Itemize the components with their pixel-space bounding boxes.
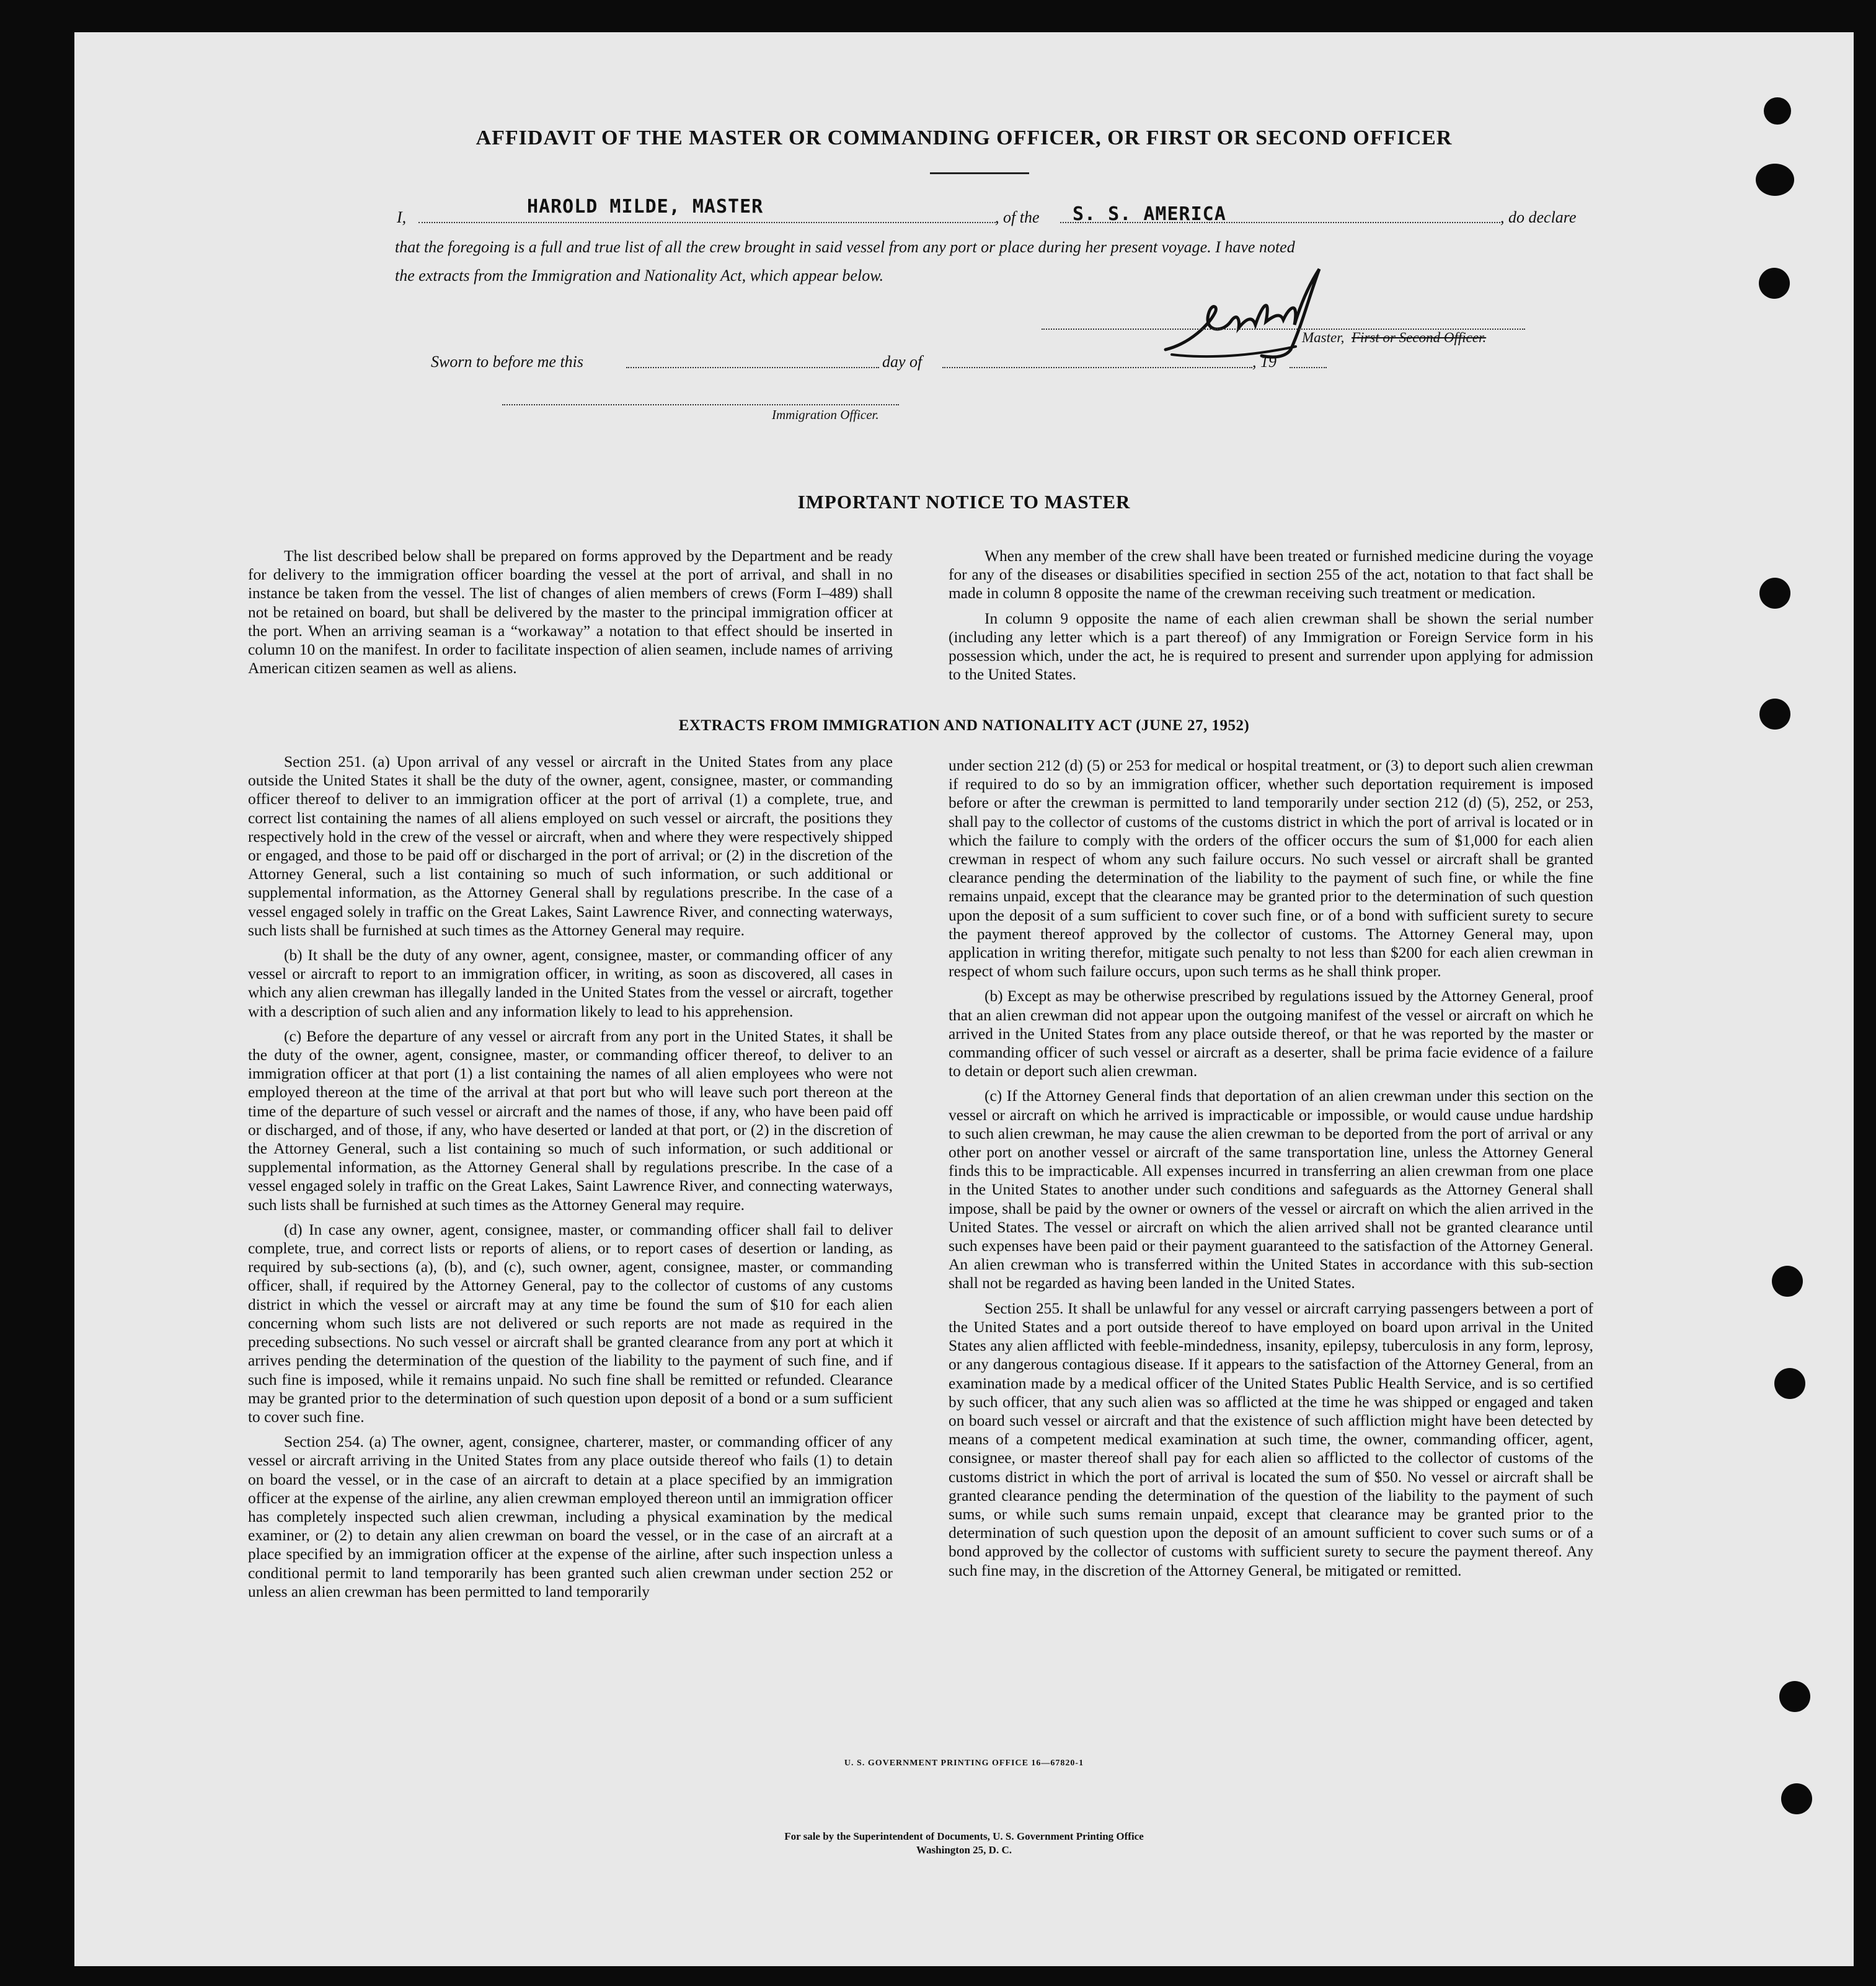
extracts-right-column bbox=[949, 756, 1593, 1586]
sworn-day-line bbox=[626, 367, 879, 368]
notice-title: IMPORTANT NOTICE TO MASTER bbox=[797, 491, 1131, 513]
sworn-label: Sworn to before me this bbox=[431, 353, 584, 371]
punch-hole bbox=[1759, 699, 1790, 730]
section-251-a: Section 251. (a) Upon arrival of any vessel or aircraft in the United States from any place outside the United States it shall be the duty of the owner, agent, consignee, master, or commanding officer thereof to deliver to an immigration officer at the port of arrival (1) a complete, true, and correct list containing the names of all aliens employed on such vessel or aircraft, the positions they respectively hold in the crew of the vessel or aircraft, when and where they were respectively shipped or engaged, and those to be paid off or discharged in the port of arrival; or (2) in the discretion of the Attorney General, such a list containing so much of such information, or such additional or supplemental information, as the Attorney General shall by regulations prescribe. In the case of a vessel engaged solely in traffic on the Great Lakes, Saint Lawrence River, and connecting waterways, such lists shall be furnished at such times as the Attorney General may require. bbox=[248, 753, 893, 939]
of-the-label: , of the bbox=[995, 208, 1040, 226]
year-line bbox=[1290, 367, 1327, 368]
section-251-d: (d) In case any owner, agent, consignee, master, or commanding officer shall fail to deliver complete, true, and correct lists or reports of aliens, or to report cases of desertion or landing, as required by sub-sections (a), (b), and (c), such owner, agent, consignee, master, or commanding officer, shall, if required by the Attorney General, pay to the collector of customs of any customs district in which the vessel or aircraft may at any time be found the sum of $10 for each alien concerning whom such lists are not delivered or such reports are not made as required in the preceding subsections. No such vessel or aircraft shall be granted clearance from any port at which it arrives pending the determination of the question of the liability to the payment of such fine, and if such fine is imposed, while it remains unpaid. No such fine shall be remitted or refunded. Clearance may be granted prior to the determination of such question upon deposit of a bond or a sum sufficient to cover such fine. bbox=[248, 1220, 893, 1426]
punch-hole bbox=[1756, 164, 1794, 196]
i-label: I, bbox=[397, 208, 407, 226]
punch-hole bbox=[1764, 97, 1791, 125]
notice-left-column bbox=[248, 547, 893, 684]
notice-right-paragraph-2: In column 9 opposite the name of each alien crewman shall be shown the serial number (including any letter which is a part thereof) of any Immigration or Foreign Service form in his possession which, under the act, he is required to present and surrender upon applying for admission to the United States. bbox=[949, 609, 1593, 684]
vessel-name-field: S. S. AMERICA bbox=[1073, 203, 1226, 225]
punch-hole bbox=[1759, 268, 1790, 299]
section-251-c: (c) Before the departure of any vessel or aircraft from any port in the United States, it shall be the duty of the owner, agent, consignee, master, or commanding officer thereof, to deliver to an immigration officer at that port (1) a list containing the names of all alien employees who were not employed thereon at the time of the arrival at that port but who will leave such port thereon at the time of the departure of such vessel or aircraft and the names of those, if any, who have been paid off or discharged, and of those, if any, who have deserted or landed at that port, or (2) in the discretion of the Attorney General, such a list containing so much of such information, or such additional or supplemental information, as the Attorney General shall by regulations prescribe. In the case of a vessel engaged solely in traffic on the Great Lakes, Saint Lawrence River, and connecting waterways, such lists shall be furnished at such times as the Attorney General may require. bbox=[248, 1027, 893, 1214]
document-page bbox=[74, 32, 1854, 1966]
sworn-month-line bbox=[942, 367, 1252, 368]
extracts-left-column bbox=[248, 752, 893, 1607]
title-underline bbox=[930, 172, 1029, 174]
section-254-b: (b) Except as may be otherwise prescribed by regulations issued by the Attorney General, proof that an alien crewman did not appear upon the outgoing manifest of the vessel or aircraft on which he arrived in the United States from any place outside thereof, or that he was reported by the master or commanding officer of such vessel or aircraft as a deserter, shall be prima facie evidence of a failure to detain or deport such alien crewman. bbox=[949, 987, 1593, 1080]
declaration-line-1: that the foregoing is a full and true list of all the crew brought in said vessel from any port or place during her present voyage. I have noted bbox=[395, 238, 1295, 256]
section-254-c: (c) If the Attorney General finds that deportation of an alien crewman under this section on the vessel or aircraft on which he arrived is impracticable or impossible, or would cause undue hardship to such alien crewman, he may cause the alien crewman to be deported from the port of arrival or any other port on another vessel or aircraft of the same transportation line, unless the Attorney General finds this to be impracticable. All expenses incurred in transferring an alien crewman from one place in the United States to another under such conditions and safeguards as the Attorney General shall impose, shall be paid by the owner or owners of the vessel or aircraft on which the alien arrived in the United States. The vessel or aircraft on which the alien arrived shall not be granted clearance until such expenses have been paid or their payment guaranteed to the satisfaction of the Attorney General. An alien crewman who is transferred within the United States in accordance with this sub-section shall not be regarded as having been landed in the United States. bbox=[949, 1087, 1593, 1292]
declaration-line-2: the extracts from the Immigration and Nationality Act, which appear below. bbox=[395, 267, 884, 285]
section-255: Section 255. It shall be unlawful for any vessel or aircraft carrying passengers between a port of the United States and a port outside thereof to have employed on board upon arrival in the United States any alien afflicted with feeble-mindedness, insanity, epilepsy, tuberculosis in any form, leprosy, or any dangerous contagious disease. If it appears to the satisfaction of the Attorney General, from an examination made by a medical officer of the United States Public Health Service, and is so certified by such officer, that any such alien was so afflicted at the time he was shipped or engaged and taken on board such vessel or aircraft and that the existence of such affliction might have been detected by means of a competent medical examination at such time, the owner, commanding officer, agent, consignee, or master thereof shall pay for each alien so afflicted to the collector of customs of the customs district in which the port of arrival is located the sum of $50. No vessel or aircraft shall be granted clearance pending the determination of the question of the liability to the payment of such sums, or while such sums remain unpaid, except that clearance may be granted prior to the determination of such question upon the deposit of an amount sufficient to cover such sums or of a bond approved by the collector of customs with sufficient surety to secure the payment thereof. Any such fine may, in the discretion of the Attorney General, be mitigated or remitted. bbox=[949, 1299, 1593, 1579]
notice-right-paragraph-1: When any member of the crew shall have been treated or furnished medicine during the voyage for any of the diseases or disabilities specified in section 255 of the act, notation to that fact shall be made in column 8 opposite the name of the crewman receiving such treatment or medication. bbox=[949, 547, 1593, 602]
notice-left-paragraph: The list described below shall be prepared on forms approved by the Department and be ready for delivery to the immigration officer boarding the vessel at the port of arrival, and shall in no instance be taken from the vessel. The list of changes of alien members of crews (Form I–489) shall not be retained on board, but shall be delivered by the master to the principal immigration officer at the port. When an arriving seaman is a “workaway” a notation to that effect should be inserted in column 10 on the manifest. In order to facilitate inspection of alien seamen, include names of arriving American citizen seamen as well as aliens. bbox=[248, 547, 893, 677]
punch-hole bbox=[1759, 578, 1790, 609]
day-of-label: day of bbox=[882, 353, 923, 371]
section-251-b: (b) It shall be the duty of any owner, agent, consignee, master, or commanding officer of any vessel or aircraft to report to an immigration officer, in writing, as soon as discovered, all cases in which any alien crewman has illegally landed in the United States from the vessel or aircraft, together with a description of such alien and any information likely to lead to his apprehension. bbox=[248, 947, 893, 1020]
section-254-a: Section 254. (a) The owner, agent, consignee, charterer, master, or commanding officer of any vessel or aircraft arriving in the United States from any place outside thereof who fails (1) to detain on board the vessel, or in the case of an aircraft to detain at a place specified by an immigration officer at the expense of the airline, any alien crewman employed thereon until an immigration officer has completely inspected such alien crewman, including a physical examination by the medical examiner, or (2) to detain any alien crewman on board the vessel, or in the case of an aircraft at a place specified by an immigration officer at the expense of the airline, after such inspection unless a conditional permit to land temporarily has been granted such alien crewman under section 252 or unless an alien crewman has been permitted to land temporarily bbox=[248, 1433, 893, 1600]
affidavit-title: AFFIDAVIT OF THE MASTER OR COMMANDING OFFICER, OR FIRST OR SECOND OFFICER bbox=[476, 126, 1453, 149]
footer-line-2: Washington 25, D. C. bbox=[916, 1844, 1012, 1856]
punch-hole bbox=[1779, 1681, 1810, 1712]
printing-office-line: U. S. GOVERNMENT PRINTING OFFICE 16—67820-1 bbox=[844, 1759, 1084, 1768]
immigration-officer-label: Immigration Officer. bbox=[772, 407, 879, 422]
punch-hole bbox=[1781, 1783, 1812, 1814]
punch-hole bbox=[1772, 1266, 1803, 1297]
immigration-officer-line bbox=[502, 404, 899, 405]
name-line bbox=[418, 222, 998, 223]
punch-hole bbox=[1774, 1368, 1805, 1399]
footer-sale-line bbox=[74, 1830, 1854, 1857]
section-254-a-continued: under section 212 (d) (5) or 253 for medical or hospital treatment, or (3) to deport such alien crewman if required to do so by an immigration officer, whether such deportation requirement is imposed before or after the crewman is permitted to land temporarily under section 212 (d) (5), 252, or 253, shall pay to the collector of customs of the customs district in which the port of arrival is located or in which the failure to comply with the orders of the officer occurs the sum of $1,000 for each alien crewman in respect of whom any such failure occurs. No such vessel or aircraft shall be granted clearance pending the determination of the liability to the payment of such fine, or while the fine remains unpaid, except that the clearance may be granted prior to the determination of such question upon the deposit of a sum sufficient to cover such fine, or of a bond with sufficient surety to secure the payment thereof approved by the collector of customs. The Attorney General may, upon application in writing therefor, mitigate such penalty to not less than $200 for each alien crewman in respect of whom such failure occurs, upon such terms as he shall think proper. bbox=[949, 757, 1593, 981]
master-label: Master, bbox=[1302, 330, 1345, 345]
extracts-title: EXTRACTS FROM IMMIGRATION AND NATIONALITY ACT (JUNE 27, 1952) bbox=[678, 717, 1250, 734]
master-name-field: HAROLD MILDE, MASTER bbox=[527, 196, 764, 218]
year-label: , 19 bbox=[1252, 353, 1276, 371]
declare-label: , do declare bbox=[1500, 208, 1577, 226]
notice-right-column bbox=[949, 547, 1593, 690]
footer-line-1: For sale by the Superintendent of Documents, U. S. Government Printing Office bbox=[784, 1830, 1144, 1842]
struck-officer-label: First or Second Officer. bbox=[1352, 330, 1487, 345]
